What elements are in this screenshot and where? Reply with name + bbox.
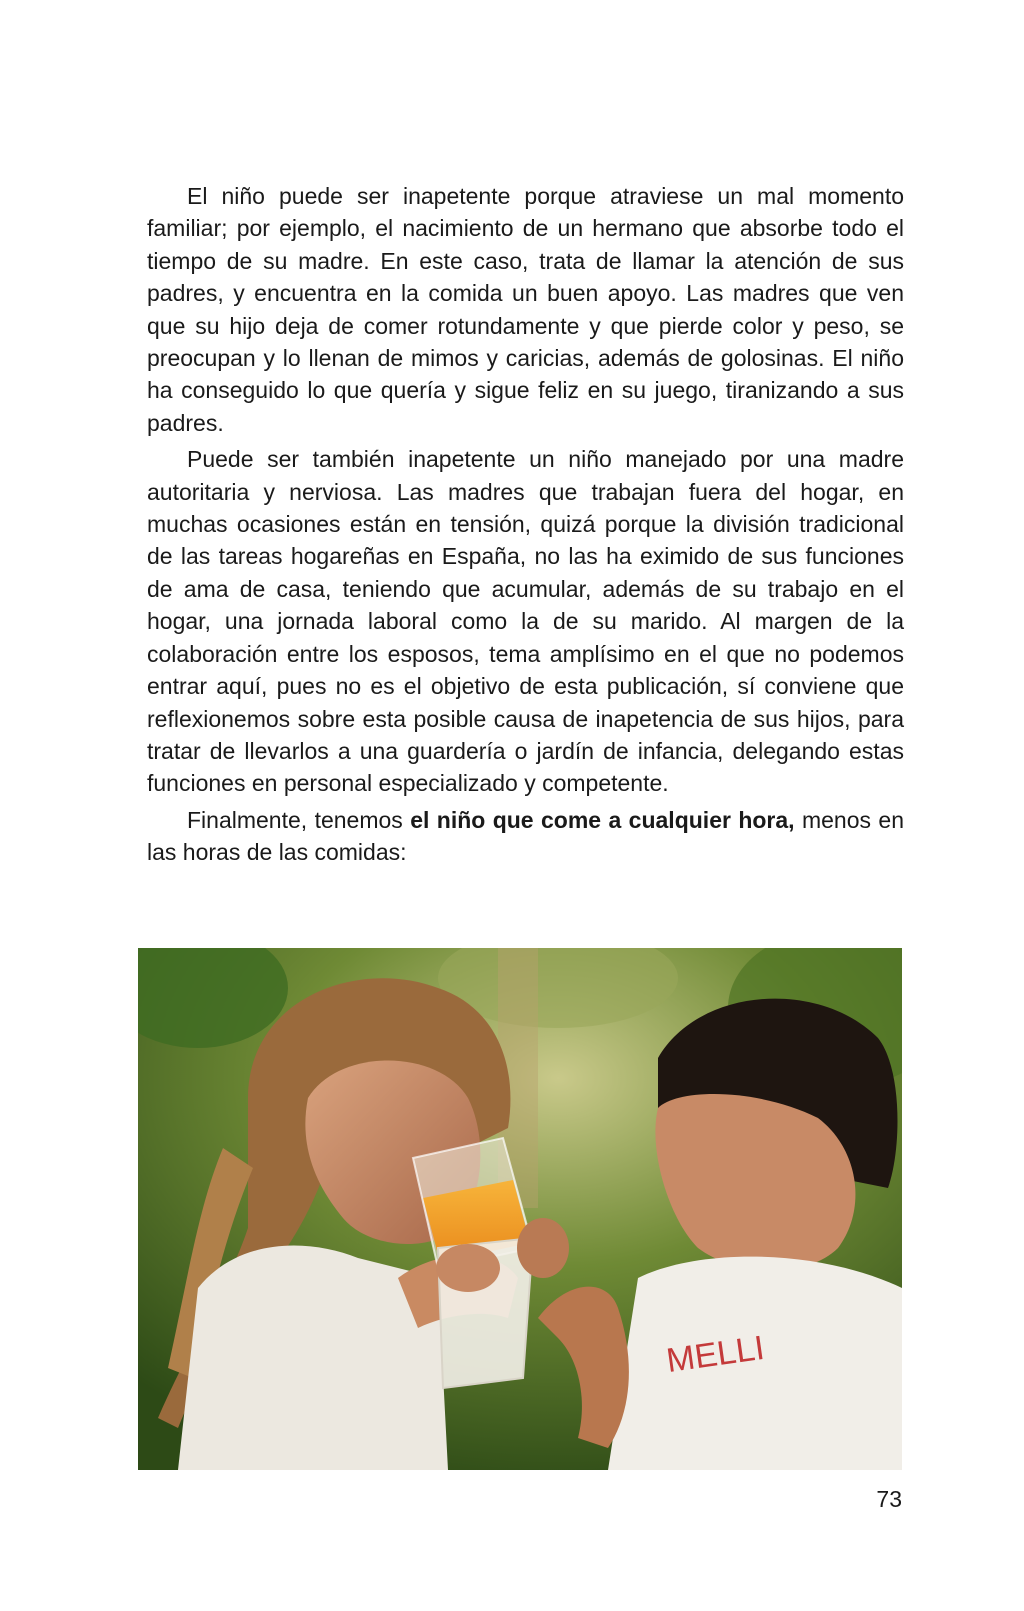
body-text (147, 180, 904, 869)
paragraph-3 (147, 804, 904, 869)
paragraph-1: El niño puede ser inapetente porque atraviese un mal momento familiar; por ejemplo, el nacimiento de un hermano que absorbe todo el tiempo de su madre. En este caso, trata de llamar la atención de sus padres, y encuentra en la comida un buen apoyo. Las madres que ven que su hijo deja de comer rotundamente y que pierde color y peso, se preocupan y lo llenan de mimos y caricias, además de golosinas. El niño ha conseguido lo que quería y sigue feliz en su juego, tiranizando a sus padres. (147, 183, 904, 436)
page-number: 73 (876, 1486, 902, 1512)
shirt-print: MELLI (664, 1328, 767, 1381)
paragraph-3-end: menos en las horas de las comidas: (147, 806, 904, 866)
paragraph-2: Puede ser también inapetente un niño manejado por una madre autoritaria y nerviosa. Las madres que trabajan fuera del hogar, en muchas ocasiones están en tensión, quizá porque la división tradicional de las tareas hogareñas en España, no las ha eximido de sus funciones de ama de casa, teniendo que acumular, además de su trabajo en el hogar, una jornada laboral como la de su marido. Al margen de la colaboración entre los esposos, tema amplísimo en el que no podemos entrar aquí, pues no es el objetivo de esta publicación, sí conviene que reflexionemos sobre esta posible causa de inapetencia de sus hijos, para tratar de llevarlos a una guardería o jardín de infancia, delegando estas funciones en personal especializado y competente. (147, 446, 904, 797)
paragraph-3-bold: el niño que come a cualquier hora, (410, 806, 795, 833)
children-drinking-photo (138, 948, 902, 1470)
paragraph-3-start: Finalmente, tenemos (187, 806, 411, 833)
